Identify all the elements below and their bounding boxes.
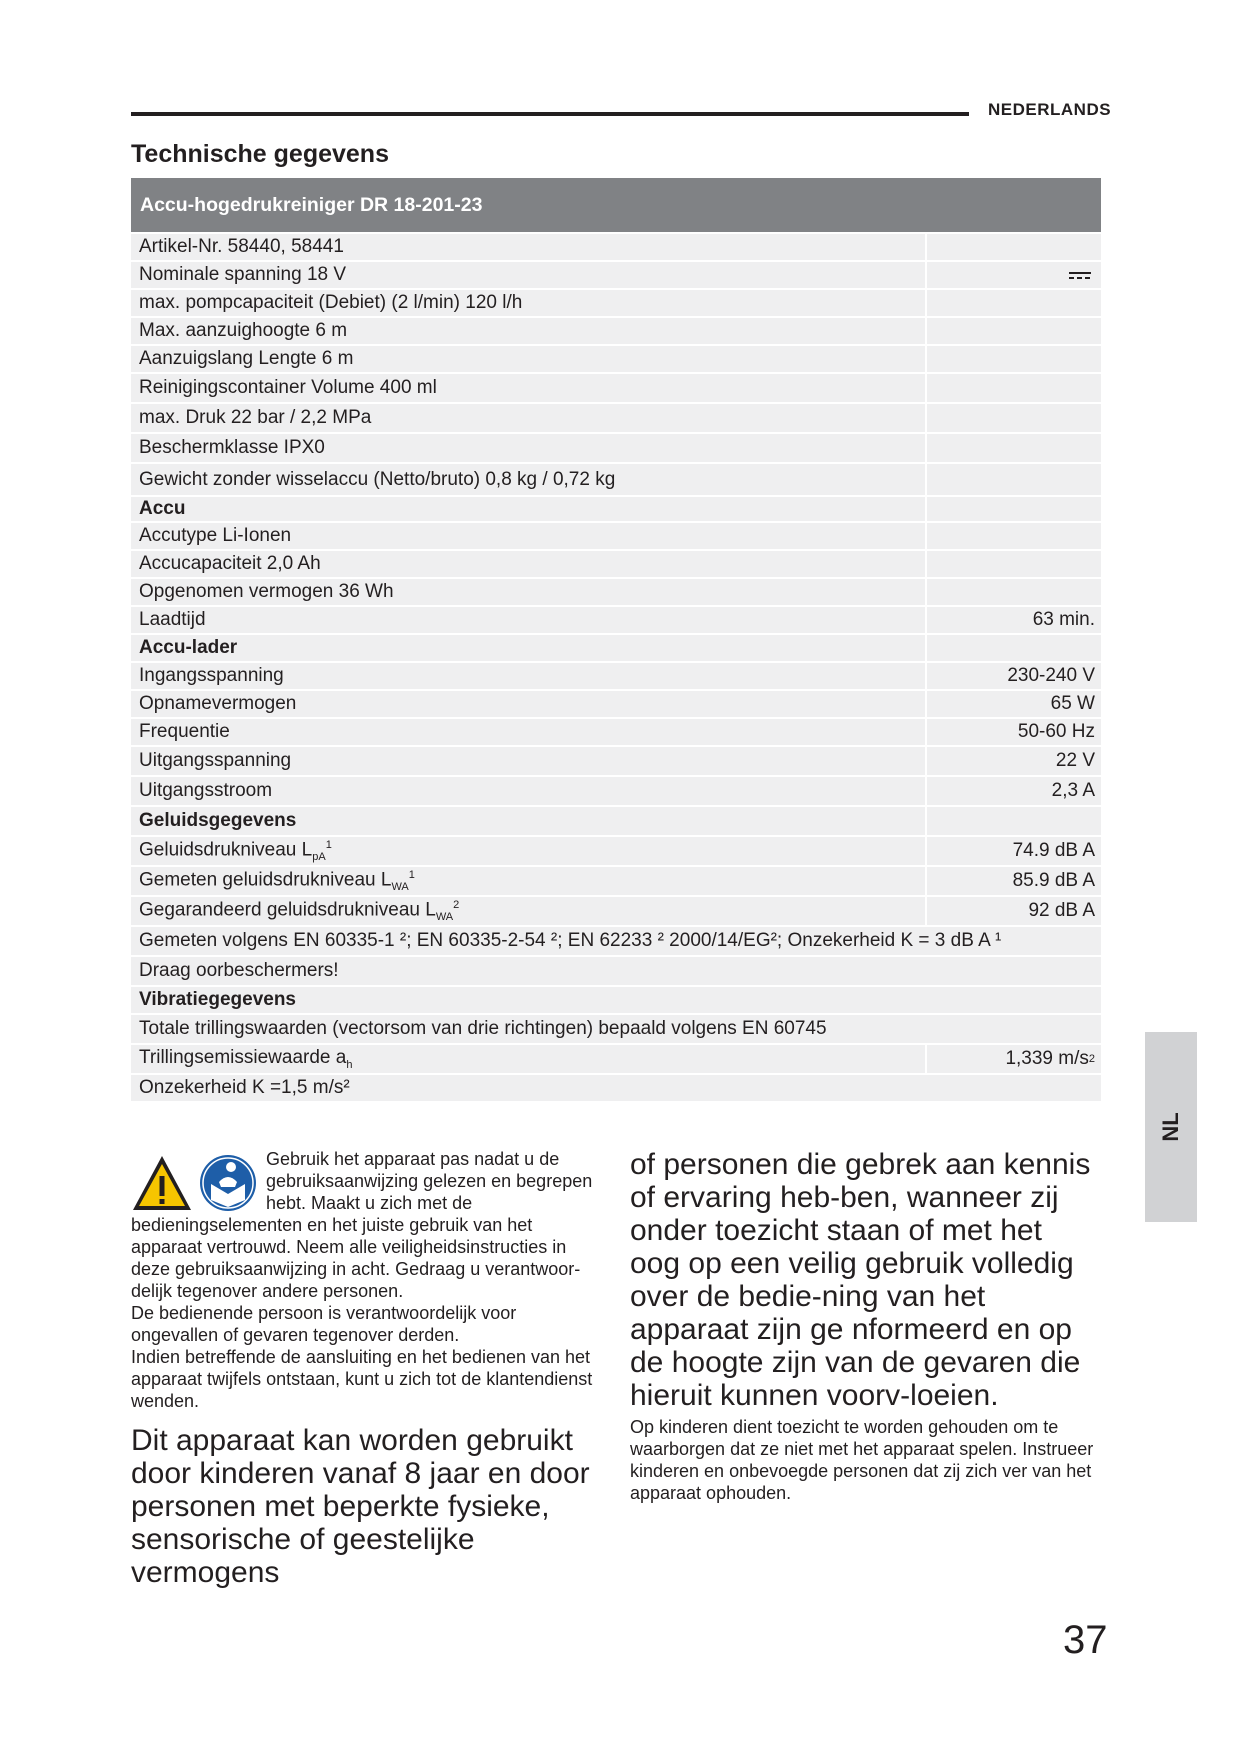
table-row — [131, 1013, 1101, 1043]
table-row — [131, 745, 1101, 775]
table-row — [131, 865, 1101, 895]
row-value: 85.9 dB A — [925, 867, 1101, 895]
table-row — [131, 577, 1101, 605]
service-paragraph: Indien betreffende de aansluiting en het bedienen van het apparaat twijfels ontstaan, kunt u zich tot de klantendienst wenden. — [131, 1347, 593, 1411]
table-row — [131, 521, 1101, 549]
table-row — [131, 1073, 1101, 1101]
row-value: 63 min. — [925, 607, 1101, 633]
row-label: Frequentie — [139, 721, 230, 742]
table-row — [131, 288, 1101, 316]
header-rule — [131, 112, 969, 116]
row-label: max. Druk 22 bar / 2,2 MPa — [139, 407, 372, 428]
table-row — [131, 925, 1101, 955]
children-warning-left: Dit apparaat kan worden gebruikt door kinderen vanaf 8 jaar en door personen met beperkte fysieke, sensorische of geestelijke vermogens — [131, 1424, 590, 1589]
table-row — [131, 495, 1101, 521]
row-label: Trillingsemissiewaarde $a_h$ — [139, 1047, 353, 1071]
table-row — [131, 372, 1101, 402]
row-label: Aanzuigslang Lengte 6 m — [139, 348, 354, 369]
language-side-tab: NL — [1145, 1032, 1197, 1222]
row-label: Vibratiegegevens — [139, 989, 297, 1010]
responsibility-text: De bedienende persoon is verantwoordelijk voor ongevallen of gevaren tegenover derden. — [131, 1303, 517, 1345]
row-label: Opgenomen vermogen 36 Wh — [139, 581, 394, 602]
row-value — [925, 346, 1101, 372]
table-row — [131, 985, 1101, 1013]
supervision-paragraph: Op kinderen dient toezicht te worden gehouden om te waarborgen dat ze niet met het apparaat spelen. Instrueer kinderen en onbevoegde personen dat zij zich ver van het apparaat ophouden. — [630, 1417, 1094, 1503]
header-language: NEDERLANDS — [988, 100, 1112, 119]
row-value: 230-240 V — [925, 663, 1101, 689]
row-label: Beschermklasse IPX0 — [139, 437, 325, 458]
row-value: 92 dB A — [925, 897, 1101, 925]
table-row — [131, 689, 1101, 717]
row-label: Gemeten geluidsdrukniveau $L_{WA}^1$ — [139, 868, 415, 894]
table-row — [131, 432, 1101, 462]
row-value: 2,3 A — [925, 777, 1101, 805]
table-row — [131, 1043, 1101, 1073]
row-value — [925, 464, 1101, 495]
row-value — [925, 374, 1101, 402]
row-label: Gewicht zonder wisselaccu (Netto/bruto) 0,8 kg / 0,72 kg — [139, 468, 616, 490]
children-warning-right: of personen die gebrek aan kennis of ervaring heb-ben, wanneer zij onder toezicht staan of met het oog op een veilig gebruik volledig over de bedie-ning van het apparaat zijn ge nformeerd en op de hoogte zijn van de gevaren die hieruit kunnen voorv-loeien. — [630, 1148, 1091, 1412]
table-row — [131, 549, 1101, 577]
table-row — [131, 805, 1101, 835]
row-label: Geluidsgegevens — [139, 810, 297, 831]
table-row — [131, 633, 1101, 661]
section-title: Technische gegevens — [131, 140, 389, 168]
row-label: Accucapaciteit 2,0 Ah — [139, 553, 321, 574]
row-label: Draag oorbeschermers! — [139, 960, 339, 981]
table-row — [131, 895, 1101, 925]
row-label: Nominale spanning 18 V — [139, 264, 347, 285]
table-row — [131, 462, 1101, 495]
table-row — [131, 402, 1101, 432]
row-label: Uitgangsstroom — [139, 780, 273, 801]
row-label: Laadtijd — [139, 609, 206, 630]
row-value: 50-60 Hz — [925, 719, 1101, 745]
row-label: Totale trillingswaarden (vectorsom van drie richtingen) bepaald volgens EN 60745 — [139, 1018, 827, 1039]
row-label: Accu-lader — [139, 637, 238, 658]
table-row — [131, 316, 1101, 344]
row-label: Gemeten volgens EN 60335-1 ²; EN 60335-2-54 ²; EN 62233 ² 2000/14/EG²; Onzekerheid K = 3 dB A ¹ — [139, 930, 1002, 951]
table-header: Accu-hogedrukreiniger DR 18-201-23 — [131, 178, 1101, 232]
table-row — [131, 955, 1101, 985]
row-value — [925, 404, 1101, 432]
table-row — [131, 605, 1101, 633]
table-row — [131, 717, 1101, 745]
row-value — [925, 579, 1101, 605]
row-value: 65 W — [925, 691, 1101, 717]
row-value: 1,339 m/s 2 — [925, 1045, 1101, 1073]
table-row — [131, 775, 1101, 805]
table-body — [131, 232, 1101, 1101]
table-row — [131, 232, 1101, 260]
row-label: Geluidsdrukniveau $L_{pA}^1$ — [139, 838, 332, 864]
table-row — [131, 661, 1101, 689]
row-value — [925, 318, 1101, 344]
row-label: Accutype Li-Ionen — [139, 525, 292, 546]
row-label: Onzekerheid K =1,5 m/s² — [139, 1077, 350, 1098]
row-label: Gegarandeerd geluidsdrukniveau $L_{WA}^2$ — [139, 898, 460, 924]
row-label: Artikel-Nr. 58440, 58441 — [139, 236, 344, 257]
row-value — [925, 262, 1101, 288]
row-value — [925, 807, 1101, 835]
table-row — [131, 260, 1101, 288]
row-label: Reinigingscontainer Volume 400 ml — [139, 377, 437, 398]
table-row — [131, 835, 1101, 865]
safety-text: Gebruik het apparaat pas nadat u de gebruiksaanwijzing gelezen en begrepen hebt. Maakt u zich met de bedieningselementen en het juiste gebruik van het apparaat vertrouwd. Neem alle veiligheidsinstructies in deze gebruiksaanwijzing in acht. Gedraag u verantwoor-delijk tegenover andere personen. — [131, 1149, 593, 1301]
row-value — [925, 551, 1101, 577]
row-value — [925, 434, 1101, 462]
row-value — [925, 635, 1101, 661]
row-label: max. pompcapaciteit (Debiet) (2 l/min) 120 l/h — [139, 292, 523, 313]
dc-current-icon — [1069, 272, 1091, 279]
row-label: Accu — [139, 498, 186, 519]
row-label: Ingangsspanning — [139, 665, 284, 686]
spec-table — [131, 178, 1101, 1101]
table-row — [131, 344, 1101, 372]
row-label: Uitgangsspanning — [139, 750, 292, 771]
row-value — [925, 523, 1101, 549]
row-value: 74.9 dB A — [925, 837, 1101, 865]
row-label: Max. aanzuighoogte 6 m — [139, 320, 348, 341]
row-label: Opnamevermogen — [139, 693, 297, 714]
safety-paragraph — [131, 1148, 606, 1346]
page-number: 37 — [1063, 1618, 1108, 1662]
row-value — [925, 290, 1101, 316]
row-value: 22 V — [925, 747, 1101, 775]
row-value — [925, 234, 1101, 260]
row-value — [925, 497, 1101, 521]
